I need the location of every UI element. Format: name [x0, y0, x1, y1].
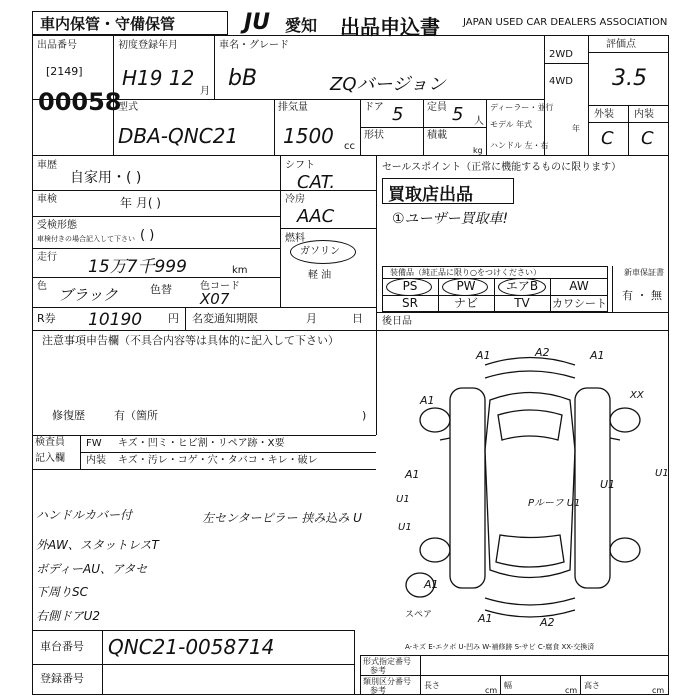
rear-label: 後日品 [382, 316, 412, 327]
cooling-value: AAC [297, 206, 335, 227]
spec-class-no: 類別区分番号 [363, 677, 411, 686]
drive-4wd: 4WD [549, 76, 573, 87]
car-name: bB [228, 66, 258, 91]
car-damage-diagram [390, 340, 670, 640]
spec-height-unit: cm [652, 686, 665, 695]
chassis-value: QNC21-0058714 [108, 635, 275, 659]
model-label: 型式 [118, 102, 138, 113]
circle-ps [386, 278, 432, 296]
grade: ZQバージョン [330, 74, 446, 95]
listing-no-label: 出品番号 [37, 40, 77, 51]
exterior-label: 外装 [594, 109, 614, 120]
sales-point-label: セールスポイント（正常に機能するものに限ります） [382, 162, 622, 173]
color-change-label: 色替 [150, 283, 172, 296]
fw-label: FW [86, 438, 102, 449]
spec-length-unit: cm [485, 686, 498, 695]
mark-a2-front: A2 [535, 346, 550, 359]
color-code-value: X07 [200, 290, 230, 308]
notice-label: 名変通知期限 [192, 312, 258, 325]
r-value: 10190 [88, 310, 143, 330]
fuel-gas: ガソリン [300, 246, 340, 257]
form-title: 出品申込書 [340, 15, 440, 39]
spare-label: スペア [405, 610, 433, 620]
spec-height: 高さ [584, 681, 600, 690]
mileage-value: 15万7千999 [88, 257, 187, 277]
chassis-label: 車台番号 [40, 640, 84, 653]
history-label: 車歴 [37, 160, 57, 171]
equip-navi: ナビ [453, 296, 478, 310]
notice-day: 日 [352, 312, 363, 325]
mark-roof: Pルーフ U1 [528, 498, 581, 509]
equip-tv: TV [514, 296, 530, 310]
interior-items: キズ・汚レ・コゲ・穴・タバコ・キレ・破レ [118, 455, 318, 466]
spec-ref-2: 参考 [370, 686, 386, 695]
displacement-unit: cc [344, 141, 355, 152]
mileage-unit: km [232, 265, 248, 276]
notice-month: 月 [306, 312, 317, 325]
ju-logo: JU [244, 10, 271, 35]
doors-label: ドア [364, 102, 384, 113]
color-label: 色 [37, 281, 47, 292]
reg-no-label: 登録番号 [40, 672, 84, 685]
inspection-value: 年 月( ) [120, 196, 161, 210]
r-label: R券 [37, 312, 56, 325]
circle-pw [442, 278, 488, 296]
equip-leather: カワシート [552, 297, 607, 310]
exterior-value: C [601, 128, 614, 149]
repair-label: 修復歴 [52, 409, 85, 422]
shift-label: シフト [285, 160, 315, 171]
load-unit: kg [473, 146, 483, 155]
mark-u1-right: U1 [655, 468, 669, 479]
car-name-label: 車名・グレード [219, 40, 289, 51]
pillar-note: 左センターピラー 挟み込み U [202, 511, 362, 525]
receipt-value: ( ) [140, 228, 155, 243]
load-label: 積載 [427, 130, 447, 141]
note-2: 外AW、スタットレスT [36, 538, 159, 552]
spec-ref-1: 参考 [370, 666, 386, 675]
receipt-note: 車検付きの場合記入して下さい [37, 235, 135, 243]
model-year-label: モデル 年式 [490, 120, 533, 129]
notes-label: 注意事項申告欄（不具合内容等は具体的に記入して下さい） [42, 334, 339, 347]
repair-value: 有（箇所 [114, 409, 158, 422]
inspector-label: 検査員 [35, 437, 65, 448]
fuel-label: 燃料 [285, 233, 305, 244]
mark-a1-left: A1 [420, 394, 435, 407]
equip-airbag: エアB [505, 279, 539, 293]
first-reg-value: H19 12 [122, 66, 195, 90]
drive-2wd: 2WD [549, 49, 573, 60]
eval-label: 評価点 [606, 39, 636, 50]
title-left: 車内保管・守備保管 [40, 15, 176, 33]
capacity-value: 5 [452, 104, 464, 125]
brand-aichi: 愛知 [285, 16, 318, 35]
record-label: 記入欄 [35, 453, 65, 464]
listing-no-sub: [2149] [46, 65, 83, 78]
fw-items: キズ・凹ミ・ヒビ割・リペア跡・X要 [118, 438, 285, 449]
doors-value: 5 [392, 104, 404, 125]
receipt-label: 受検形態 [37, 220, 77, 231]
equipment-label: 装備品（純正品に限り○をつけください） [390, 268, 541, 277]
year-unit: 年 [572, 124, 580, 133]
history-value: 自家用・( ) [70, 170, 142, 186]
sales-point-note: ①ユーザー買取車! [392, 211, 509, 227]
mark-a2-rear: A2 [540, 616, 555, 629]
mark-u4-left2: U1 [398, 522, 412, 533]
spec-width: 幅 [504, 681, 512, 690]
mark-a1-front-right: A1 [590, 349, 605, 362]
mark-a1-rear-left: A1 [424, 578, 439, 591]
warranty-label: 新車保証書 [624, 268, 664, 277]
r-unit: 円 [168, 312, 179, 325]
sales-point-title: 買取店出品 [388, 185, 473, 205]
mark-a1-front-left: A1 [476, 349, 491, 362]
damage-legend: A-キズ E-エクボ U-凹み W-補修跡 S-サビ C-腐食 XX-交換済 [405, 643, 595, 651]
first-reg-label: 初度登録年月 [118, 40, 178, 51]
repair-close: ) [362, 409, 367, 422]
shift-value: CAT. [297, 172, 336, 193]
model-value: DBA-QNC21 [118, 124, 239, 148]
color-code-label: 色コード [200, 281, 240, 292]
note-3: ボディーAU、アタセ [36, 562, 148, 576]
displacement-value: 1500 [283, 124, 334, 148]
color-value: ブラック [58, 286, 118, 304]
mark-xx: XX [630, 390, 644, 401]
equip-aw: AW [569, 279, 589, 293]
mark-a1-rear: A1 [478, 612, 493, 625]
interior-label: 内装 [634, 109, 654, 120]
note-1: ハンドルカバー付 [36, 508, 133, 522]
mark-a1-left-side: A1 [405, 468, 420, 481]
dealer-label: ディーラー・並行 [490, 103, 554, 112]
mark-u1-right-door: U1 [600, 478, 616, 491]
capacity-label: 定員 [427, 102, 447, 113]
equip-sr: SR [402, 296, 418, 310]
association-name: JAPAN USED CAR DEALERS ASSOCIATION [463, 17, 668, 28]
listing-no: 00058 [38, 88, 122, 116]
equip-ps: PS [402, 279, 418, 293]
capacity-unit: 人 [474, 116, 484, 127]
month-unit: 月 [200, 86, 210, 97]
spec-width-unit: cm [565, 686, 578, 695]
spec-model-no: 形式指定番号 [363, 657, 411, 666]
spec-length: 長さ [424, 681, 440, 690]
mark-u4-left: U1 [396, 494, 410, 505]
cooling-label: 冷房 [285, 194, 305, 205]
fuel-diesel: 軽 油 [308, 270, 332, 281]
equip-pw: PW [456, 279, 476, 293]
circle-airbag [498, 278, 546, 296]
interior-value: C [641, 128, 654, 149]
eval-value: 3.5 [612, 66, 647, 91]
note-4: 下周りSC [36, 585, 88, 599]
displacement-label: 排気量 [278, 102, 308, 113]
mileage-label: 走行 [37, 252, 57, 263]
warranty-value: 有 ・ 無 [622, 289, 662, 302]
shape-label: 形状 [364, 130, 384, 141]
inspection-label: 車検 [37, 194, 57, 205]
handle-label: ハンドル 左・右 [490, 141, 549, 150]
interior-row-label: 内装 [86, 455, 106, 466]
note-5: 右側ドアU2 [36, 609, 101, 623]
